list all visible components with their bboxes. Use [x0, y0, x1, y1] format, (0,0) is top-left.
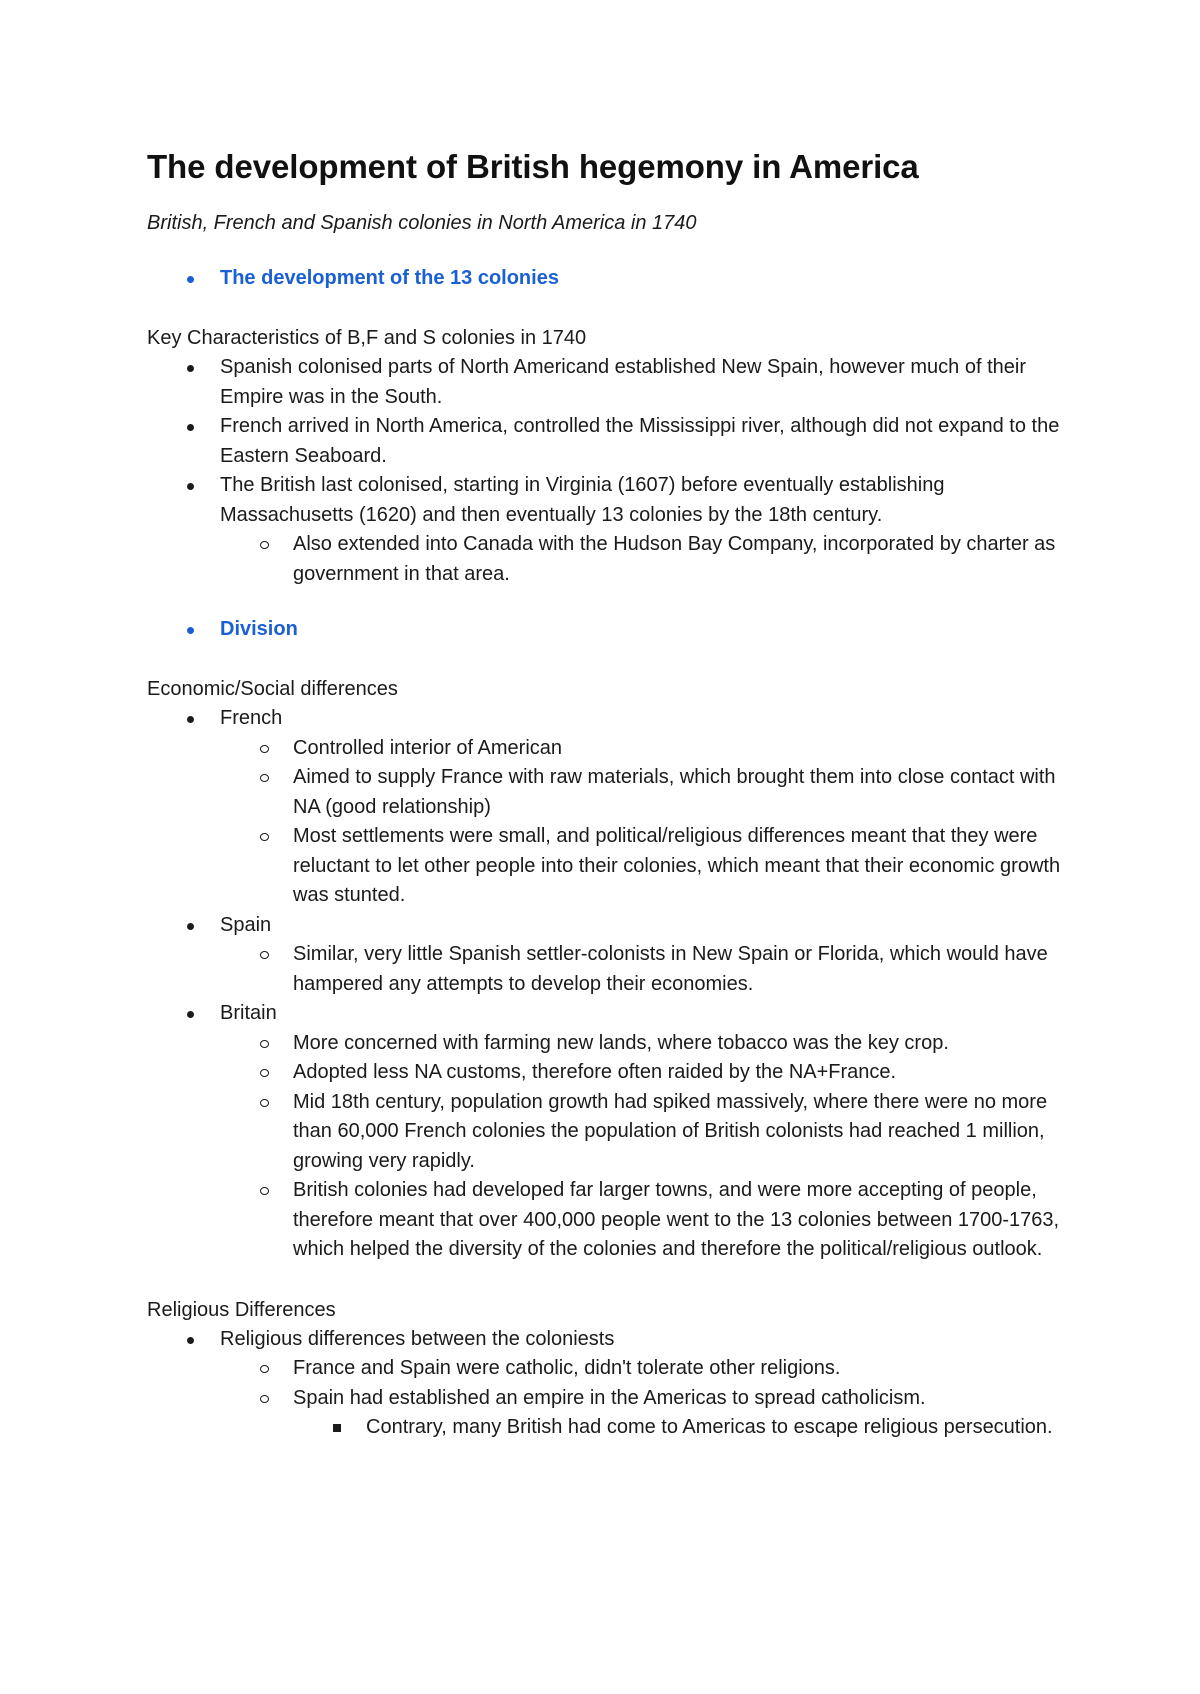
list-sub-item: Controlled interior of American [147, 734, 1067, 764]
list-item: Spanish colonised parts of North Americand established New Spain, however much of their Empire was in the South. [147, 353, 1067, 412]
hollow-bullet-icon [260, 541, 269, 549]
hollow-bullet-icon [260, 1069, 269, 1077]
hollow-bullet-icon [260, 833, 269, 841]
bullet-icon [187, 365, 194, 372]
document-title: The development of British hegemony in America [147, 148, 919, 185]
section-heading-text: The development of the 13 colonies [220, 267, 559, 289]
bullet-icon [187, 424, 194, 431]
list-sub-item: Similar, very little Spanish settler-colonists in New Spain or Florida, which would have hampered any attempts to develop their economies. [147, 940, 1067, 999]
hollow-bullet-icon [260, 951, 269, 959]
list-sub-item: Spain had established an empire in the Americas to spread catholicism. [147, 1384, 1067, 1414]
list-sub-item: Adopted less NA customs, therefore often raided by the NA+France. [147, 1058, 1067, 1088]
list-sub-item: Most settlements were small, and political/religious differences meant that they were reluctant to let other people into their colonies, which meant that their economic growth was stunted. [147, 822, 1067, 911]
bullet-icon [187, 923, 194, 930]
list-item-french: French [147, 704, 1067, 734]
hollow-bullet-icon [260, 1365, 269, 1373]
hollow-bullet-icon [260, 774, 269, 782]
bullet-icon [187, 1011, 194, 1018]
list-sub-item: British colonies had developed far larger towns, and were more accepting of people, therefore meant that over 400,000 people went to the 13 colonies between 1700-1763, which helped the diversity of the colonies and therefore the political/religious outlook. [147, 1176, 1067, 1265]
key-characteristics-list [147, 353, 1067, 589]
bullet-icon [187, 1337, 194, 1344]
document-body [147, 142, 1067, 1443]
bullet-icon [187, 483, 194, 490]
hollow-bullet-icon [260, 1099, 269, 1107]
list-item-britain: Britain [147, 999, 1067, 1029]
bullet-icon [187, 627, 194, 634]
bullet-icon [187, 716, 194, 723]
religious-differences-label: Religious Differences [147, 1298, 336, 1321]
hollow-bullet-icon [260, 1040, 269, 1048]
section-heading-division [147, 614, 1067, 644]
religious-differences-list [147, 1325, 1067, 1443]
economic-social-list [147, 704, 1067, 1265]
key-characteristics-label: Key Characteristics of B,F and S colonies in 1740 [147, 327, 587, 349]
list-item-spain: Spain [147, 911, 1067, 941]
hollow-bullet-icon [260, 1187, 269, 1195]
bullet-icon [187, 276, 194, 283]
list-sub-item: Aimed to supply France with raw materials, which brought them into close contact with NA (good relationship) [147, 763, 1067, 822]
list-item: The British last colonised, starting in Virginia (1607) before eventually establishing Massachusetts (1620) and then eventually 13 colonies by the 18th century. [147, 471, 1067, 530]
hollow-bullet-icon [260, 1395, 269, 1403]
list-sub-sub-item: Contrary, many British had come to Americas to escape religious persecution. [147, 1413, 1067, 1443]
list-item: French arrived in North America, controlled the Mississippi river, although did not expand to the Eastern Seaboard. [147, 412, 1067, 471]
list-sub-item: More concerned with farming new lands, where tobacco was the key crop. [147, 1029, 1067, 1059]
list-item: Religious differences between the coloniests [147, 1325, 1067, 1355]
hollow-bullet-icon [260, 745, 269, 753]
section-heading-text: Division [220, 618, 298, 640]
list-sub-item: Mid 18th century, population growth had spiked massively, where there were no more than 60,000 French colonies the population of British colonists had reached 1 million, growing very rapidly. [147, 1088, 1067, 1177]
square-bullet-icon [333, 1424, 341, 1432]
section-heading-13-colonies [147, 263, 1067, 293]
economic-social-label: Economic/Social differences [147, 678, 398, 700]
list-sub-item: France and Spain were catholic, didn't tolerate other religions. [147, 1354, 1067, 1384]
document-subtitle: British, French and Spanish colonies in North America in 1740 [147, 212, 697, 234]
list-sub-item: Also extended into Canada with the Hudson Bay Company, incorporated by charter as government in that area. [147, 530, 1067, 589]
